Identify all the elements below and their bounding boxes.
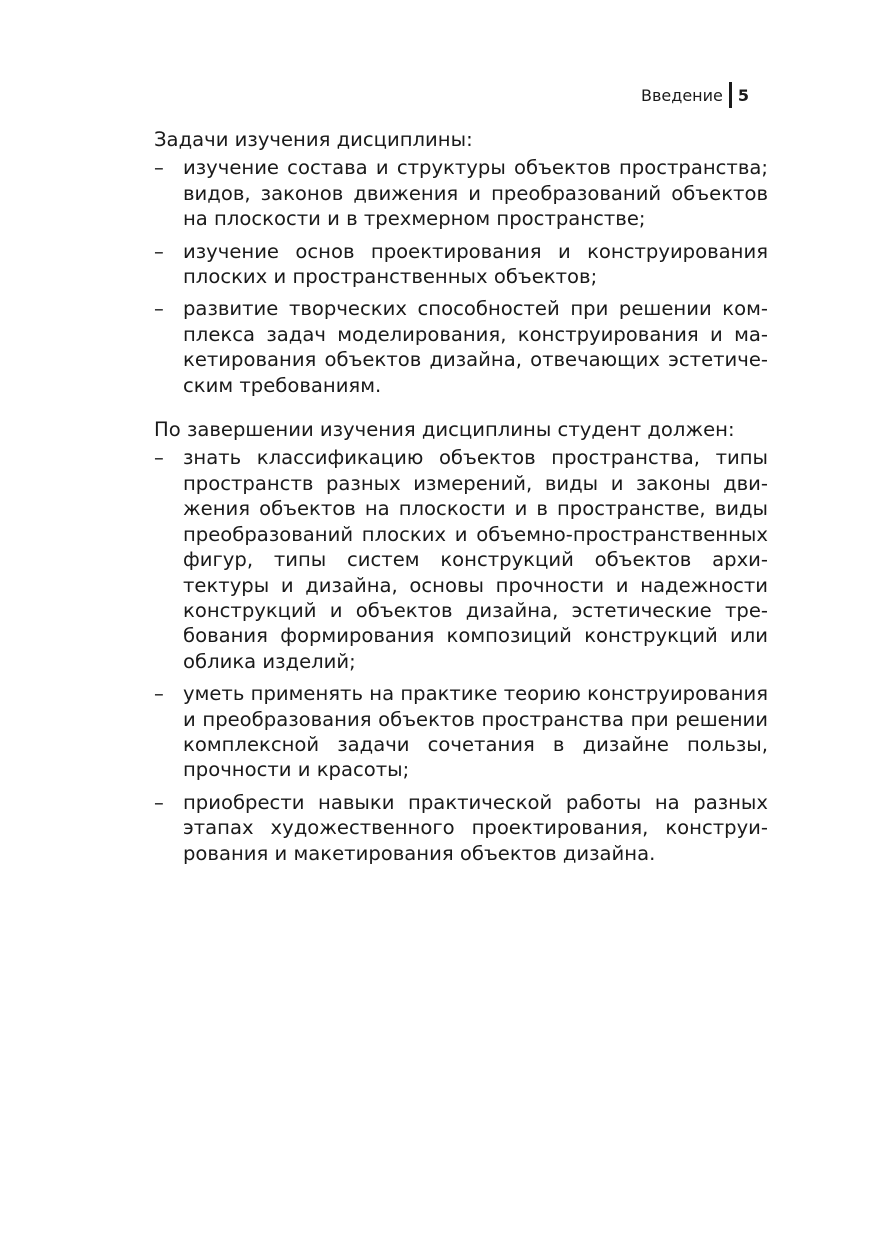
- dash-marker: –: [154, 682, 164, 706]
- dash-marker: –: [154, 156, 164, 180]
- dash-marker: –: [154, 239, 164, 263]
- list-item: [154, 790, 768, 866]
- list-item-text: изучение состава и структуры объектов пространства; видов, законов движения и преобразований объектов на плоскости и в трехмерном пространстве;: [183, 156, 768, 231]
- list-item-text: развитие творческих способностей при решении комплекса задач моделирования, конструирования и макетирования объектов дизайна, отвечающих эстетическим требованиям.: [183, 297, 768, 397]
- list-item-text: изучение основ проектирования и конструирования плоских и пространственных объектов;: [183, 239, 768, 289]
- dash-marker: –: [154, 297, 164, 321]
- tasks-list: [154, 155, 768, 398]
- list-item-text: уметь применять на практике теорию конструирования и преобразования объектов пространства при решении комплексной задачи сочетания в дизайне пользы, прочности и красоты;: [183, 682, 768, 782]
- list-item: [154, 239, 768, 290]
- list-item: [154, 155, 768, 231]
- header-rule: [729, 82, 732, 108]
- page-body: [154, 127, 768, 873]
- outcomes-heading: По завершении изучения дисциплины студент должен:: [154, 418, 735, 442]
- tasks-heading: Задачи изучения дисциплины:: [154, 128, 473, 151]
- running-head: [641, 82, 749, 108]
- list-item-text: приобрести навыки практической работы на разных этапах художественного проектирования, конструирования и макетирования объектов дизайна.: [183, 790, 768, 865]
- list-item: [154, 681, 768, 783]
- dash-marker: –: [154, 446, 164, 470]
- list-item: [154, 445, 768, 674]
- list-item: [154, 296, 768, 398]
- list-item-text: знать классификацию объектов пространства, типы пространств разных измерений, виды и законы движения объектов на плоскости и в пространстве, виды преобразований плоских и объемно-пространственных фигур, типы систем конструкций объектов архитектуры и дизайна, основы прочности и надежности конструкций и объектов дизайна, эстетические требования формирования композиций конструкций или облика изделий;: [183, 446, 768, 673]
- outcomes-list: [154, 445, 768, 866]
- page-number: 5: [737, 85, 749, 105]
- section-title: Введение: [641, 85, 723, 105]
- dash-marker: –: [154, 790, 164, 814]
